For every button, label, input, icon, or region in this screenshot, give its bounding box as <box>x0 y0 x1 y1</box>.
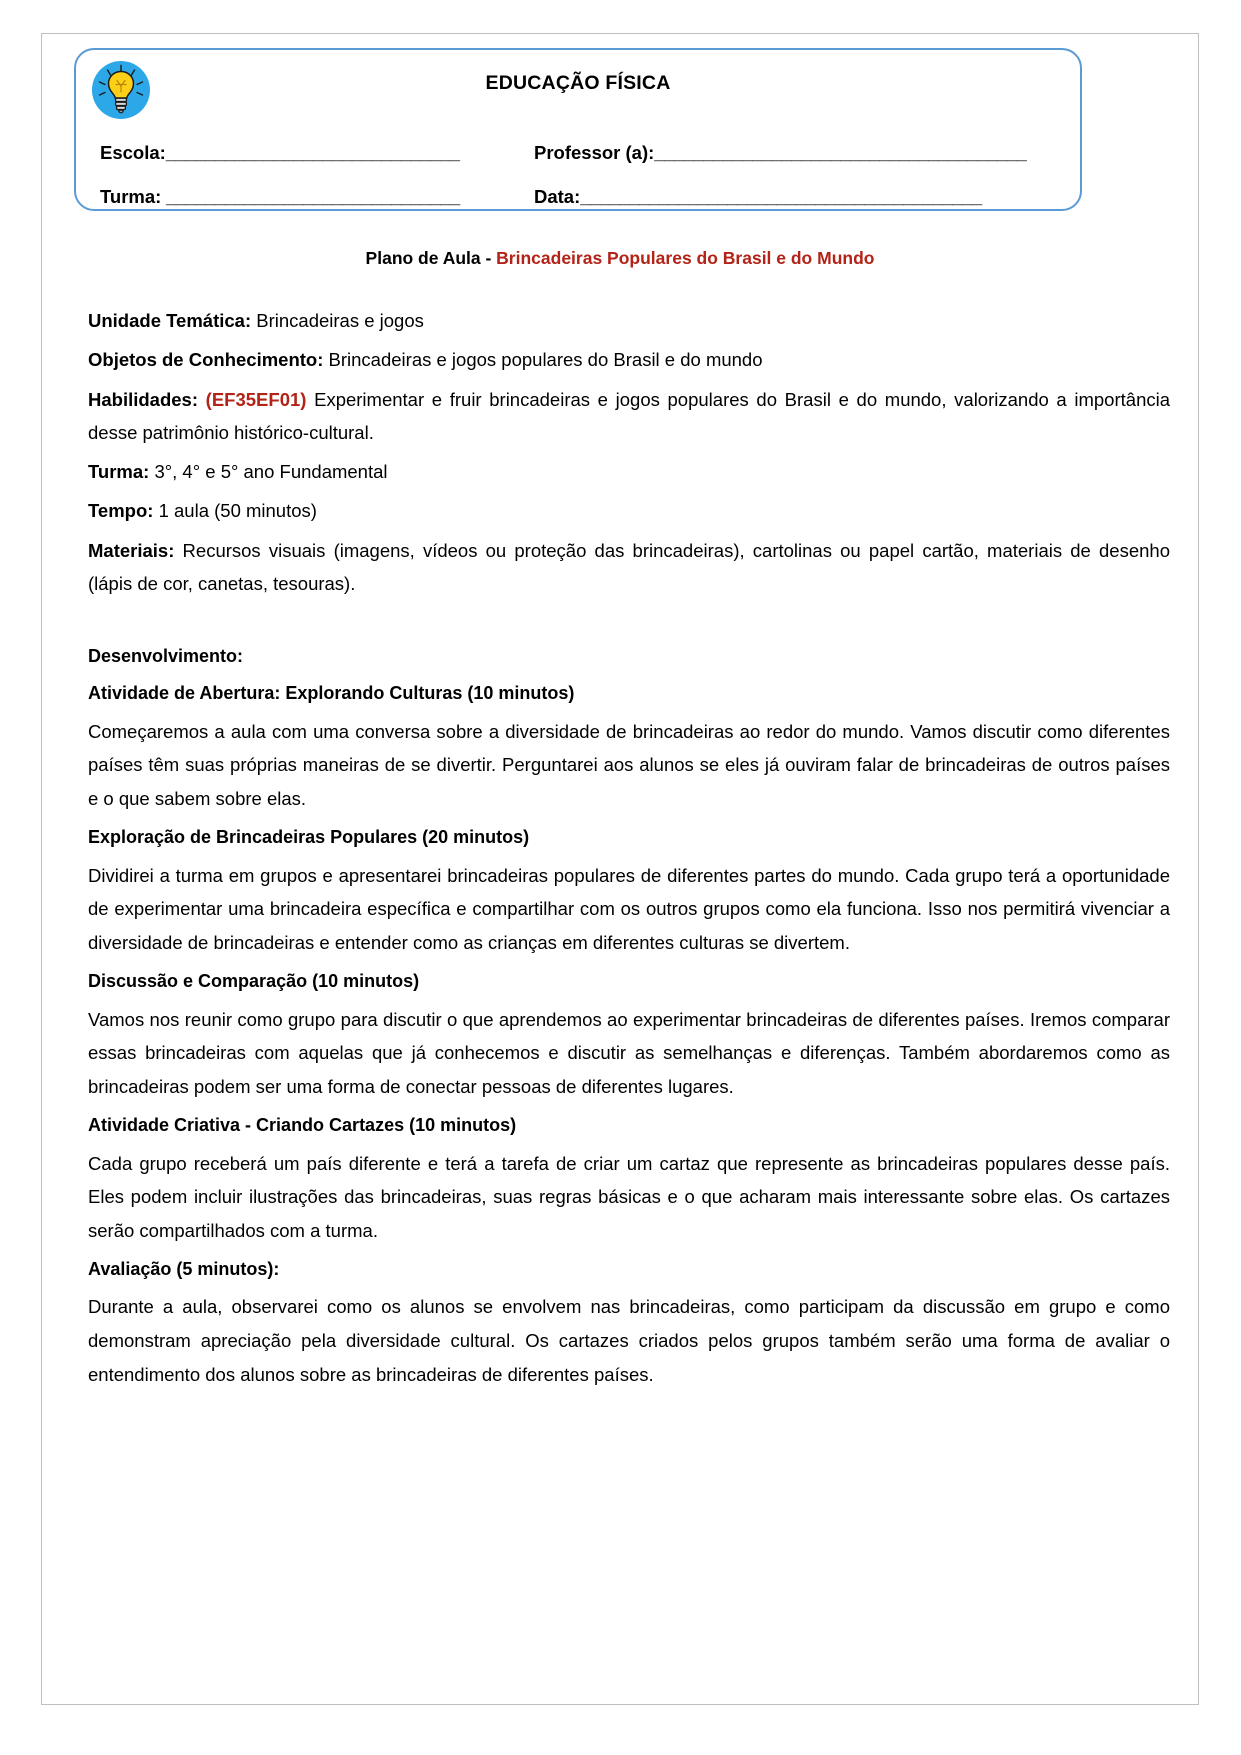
lesson-header-box <box>74 48 1082 211</box>
lesson-plan-body <box>66 305 1174 1391</box>
section-title: Exploração de Brincadeiras Populares (20 minutos) <box>88 826 530 847</box>
professor-blank-rule[interactable]: ______________________________________ <box>654 142 1027 163</box>
data-label: Data: <box>534 186 581 207</box>
escola-label: Escola: <box>100 142 166 163</box>
section-body: Começaremos a aula com uma conversa sobre a diversidade de brincadeiras ao redor do mundo. Vamos discutir como diferentes países têm suas próprias maneiras de se divertir. Perguntarei aos alunos se eles já ouviram falar de brincadeiras de outros países e o que sabem sobre elas. <box>88 720 1170 810</box>
development-heading: Desenvolvimento: <box>88 645 244 666</box>
meta-turma-label: Turma: <box>88 460 150 482</box>
meta-objetos-conhecimento <box>88 344 1170 376</box>
meta-objetos-label: Objetos de Conhecimento: <box>88 348 324 370</box>
escola-blank-rule[interactable]: ______________________________ <box>165 142 460 163</box>
data-field[interactable] <box>534 186 1080 208</box>
meta-materiais <box>88 534 1170 601</box>
development-section <box>88 1254 1170 1392</box>
turma-label: Turma: <box>100 186 162 207</box>
turma-blank-rule[interactable]: ______________________________ <box>161 186 460 207</box>
meta-materiais-value: Recursos visuais (imagens, vídeos ou proteção das brincadeiras), cartolinas ou papel cartão, materiais de desenho (lápis de cor, canetas, tesouras). <box>88 539 1170 595</box>
meta-unidade-label: Unidade Temática: <box>88 310 252 331</box>
header-field-row-2 <box>76 186 1080 208</box>
section-body: Durante a aula, observarei como os alunos se envolvem nas brincadeiras, como participam da discussão em grupo e como demonstram apreciação pela diversidade cultural. Os cartazes criados pelos grupos também serão uma forma de avaliar o entendimento dos alunos sobre as brincadeiras de diferentes países. <box>88 1296 1170 1385</box>
meta-materiais-label: Materiais: <box>88 539 175 561</box>
section-body: Vamos nos reunir como grupo para discutir o que aprendemos ao experimentar brincadeiras de diferentes países. Iremos comparar essas brincadeiras com aquelas que já conhecemos e discutir as semelhanças e diferenças. Também abordaremos como as brincadeiras podem ser uma forma de conectar pessoas de diferentes lugares. <box>88 1008 1170 1097</box>
turma-field[interactable] <box>76 186 534 208</box>
page-content-area <box>42 34 1198 1704</box>
development-section <box>88 678 1170 816</box>
section-body: Dividirei a turma em grupos e apresentarei brincadeiras populares de diferentes partes do mundo. Cada grupo terá a oportunidade de experimentar uma brincadeira específica e compartilhar com os outros grupos como ela funciona. Isso nos permitirá vivenciar a diversidade de brincadeiras e entender como as crianças em diferentes culturas se divertem. <box>88 864 1170 954</box>
meta-turma <box>88 456 1170 488</box>
section-title: Avaliação (5 minutos): <box>88 1258 280 1279</box>
lesson-plan-title-accent: Brincadeiras Populares do Brasil e do Mundo <box>496 248 875 268</box>
data-blank-rule[interactable]: _________________________________________ <box>580 186 982 207</box>
meta-tempo-value: 1 aula (50 minutos) <box>153 499 317 521</box>
meta-turma-value: 3°, 4° e 5° ano Fundamental <box>149 460 388 482</box>
section-body: Cada grupo receberá um país diferente e terá a tarefa de criar um cartaz que represente as brincadeiras populares desse país. Eles podem incluir ilustrações das brincadeiras, suas regras básicas e o que acharam mais interessante sobre elas. Os cartazes serão compartilhados com a turma. <box>88 1152 1170 1241</box>
meta-habilidades-label: Habilidades: <box>88 388 198 410</box>
professor-field[interactable] <box>534 142 1080 164</box>
meta-habilidades <box>88 383 1170 450</box>
professor-label: Professor (a): <box>534 142 655 163</box>
document-page <box>41 33 1199 1705</box>
meta-habilidades-value: Experimentar e fruir brincadeiras e jogos populares do Brasil e do mundo, valorizando a importância desse patrimônio histórico-cultural. <box>88 388 1171 444</box>
meta-objetos-value: Brincadeiras e jogos populares do Brasil e do mundo <box>323 348 763 370</box>
development-section <box>88 966 1170 1104</box>
bncc-skill-code: (EF35EF01) <box>205 388 307 410</box>
meta-tempo-label: Tempo: <box>88 499 154 521</box>
section-title: Atividade Criativa - Criando Cartazes (10 minutos) <box>88 1114 517 1135</box>
lesson-plan-title-prefix: Plano de Aula - <box>365 248 497 268</box>
development-section <box>88 1110 1170 1248</box>
section-title: Discussão e Comparação (10 minutos) <box>88 970 420 991</box>
section-title: Atividade de Abertura: Explorando Culturas (10 minutos) <box>88 682 575 703</box>
escola-field[interactable] <box>76 142 534 164</box>
header-field-row-1 <box>76 142 1080 164</box>
development-section <box>88 822 1170 960</box>
section-spacer <box>88 607 1170 641</box>
meta-unidade-tematica <box>88 305 1170 337</box>
meta-unidade-value: Brincadeiras e jogos <box>251 310 424 331</box>
lesson-plan-title <box>66 248 1174 269</box>
meta-tempo <box>88 495 1170 527</box>
header-title: EDUCAÇÃO FÍSICA <box>485 72 671 94</box>
